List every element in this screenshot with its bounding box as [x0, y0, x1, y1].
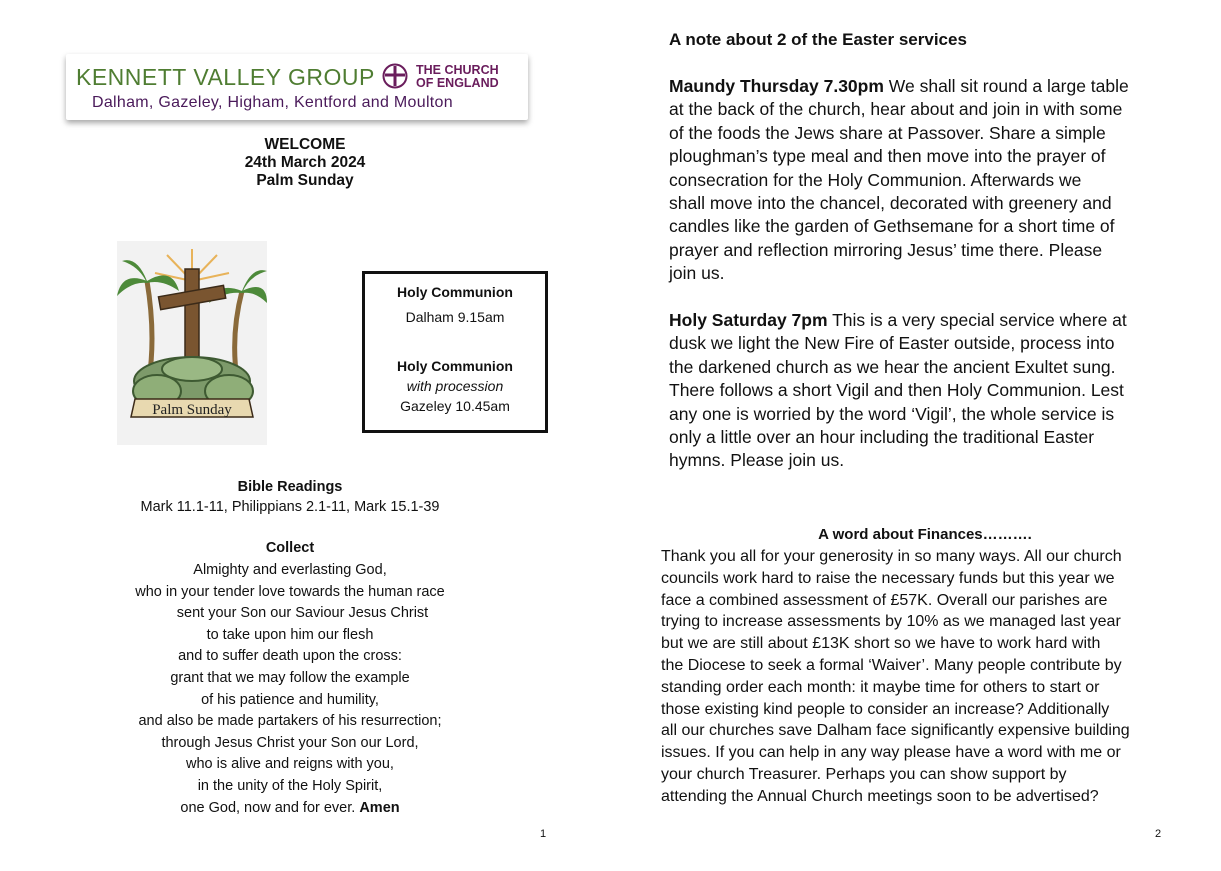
- finances-line: face a combined assessment of £57K. Overall our parishes are: [661, 591, 1108, 609]
- service1-place: Dalham 9.15am: [405, 309, 505, 325]
- maundy-line: prayer and reflection mirroring Jesus’ time there. Please: [669, 239, 1103, 260]
- service2-note: with procession: [406, 378, 504, 394]
- welcome-occasion: Palm Sunday: [256, 172, 354, 189]
- services-box: [362, 271, 548, 433]
- maundy-line: at the back of the church, hear about and join in with some: [669, 99, 1123, 120]
- logo-parishes: Dalham, Gazeley, Higham, Kentford and Moulton: [92, 94, 453, 111]
- page-number-1: 1: [540, 828, 547, 840]
- readings-text: Mark 11.1-11, Philippians 2.1-11, Mark 15.1-39: [140, 499, 440, 515]
- collect-line: who is alive and reigns with you,: [186, 756, 394, 773]
- logo-coe-line2: OF ENGLAND: [416, 76, 499, 90]
- saturday-line: the darkened church as we hear the ancient Exultet sung.: [669, 356, 1116, 377]
- saturday-paragraph: [669, 309, 1189, 473]
- finances-line: standing order each month: it maybe time for others to start or: [661, 678, 1100, 696]
- collect-line: through Jesus Christ your Son our Lord,: [161, 734, 419, 751]
- finances-line: attending the Annual Church meetings soon to be advertised?: [661, 787, 1099, 805]
- finances-line: councils work hard to raise the necessary funds but this year we: [661, 569, 1115, 587]
- finances-title: A word about Finances……….: [818, 526, 1032, 543]
- maundy-line: candles like the garden of Gethsemane for a short time of: [669, 216, 1115, 237]
- logo-coe-line1: THE CHURCH: [416, 63, 499, 77]
- palm-sunday-illustration: [117, 241, 267, 445]
- saturday-line: dusk we light the New Fire of Easter outside, process into: [669, 333, 1115, 354]
- service2-title: Holy Communion: [397, 358, 513, 374]
- finances-line: the Diocese to seek a formal ‘Waiver’. Many people contribute by: [661, 656, 1122, 674]
- finances-line: Thank you all for your generosity in so many ways. All our church: [661, 548, 1122, 565]
- saturday-line: This is a very special service where at: [827, 310, 1127, 330]
- collect-line: who in your tender love towards the human race: [135, 583, 445, 600]
- maundy-line: of the foods the Jews share at Passover. Share a simple: [669, 122, 1106, 143]
- collect-line: sent your Son our Saviour Jesus Christ: [176, 605, 429, 622]
- collect-line: and also be made partakers of his resurrection;: [138, 713, 442, 730]
- service2-place: Gazeley 10.45am: [400, 398, 510, 414]
- collect-heading: Collect: [265, 540, 315, 556]
- readings-heading: Bible Readings: [237, 479, 343, 495]
- maundy-line: shall move into the chancel, decorated with greenery and: [669, 193, 1112, 214]
- maundy-lead: Maundy Thursday 7.30pm: [669, 76, 884, 96]
- finances-line: trying to increase assessments by 10% as we managed last year: [661, 613, 1121, 631]
- collect-line: and to suffer death upon the cross:: [178, 648, 402, 665]
- collect-amen: Amen: [359, 799, 400, 816]
- saturday-line: only a little over an hour including the traditional Easter: [669, 427, 1095, 448]
- collect-line: in the unity of the Holy Spirit,: [197, 777, 383, 794]
- finances-line: but we are still about £13K short so we have to work hard with: [661, 635, 1101, 653]
- saturday-line: any one is worried by the word ‘Vigil’, the whole service is: [669, 403, 1115, 424]
- finances-line: issues. If you can help in any way please have a word with me or: [661, 744, 1121, 762]
- maundy-paragraph: [669, 75, 1189, 286]
- finances-line: those existing kind people to consider an increase? Additionally: [661, 700, 1110, 718]
- logo-coe: [416, 64, 499, 90]
- logo-group-name: KENNETT VALLEY GROUP: [76, 64, 375, 90]
- finances-paragraph: [661, 546, 1130, 808]
- maundy-line: We shall sit round a large table: [883, 76, 1129, 96]
- saturday-line: hymns. Please join us.: [669, 450, 845, 471]
- collect-line: to take upon him our flesh: [206, 626, 374, 643]
- collect-line: Almighty and everlasting God,: [193, 562, 387, 578]
- group-logo: [66, 54, 528, 120]
- easter-title: A note about 2 of the Easter services: [669, 30, 967, 49]
- welcome-block: [190, 136, 420, 190]
- collect-line-final: [60, 798, 520, 820]
- welcome-date: 24th March 2024: [244, 154, 366, 171]
- page-number-2: 2: [1155, 828, 1162, 840]
- collect-text: [60, 560, 520, 819]
- palm-banner-text: Palm Sunday: [152, 402, 232, 418]
- collect-line: grant that we may follow the example: [170, 669, 410, 686]
- collect-line: one God, now and for ever.: [180, 799, 356, 816]
- finances-line: all our churches save Dalham face significantly expensive building: [661, 722, 1130, 740]
- service1-title: Holy Communion: [397, 284, 513, 300]
- maundy-line: ploughman’s type meal and then move into the prayer of: [669, 146, 1106, 167]
- saturday-lead: Holy Saturday 7pm: [669, 310, 828, 330]
- maundy-line: join us.: [669, 263, 725, 284]
- collect-line: of his patience and humility,: [201, 691, 379, 708]
- welcome-title: WELCOME: [264, 136, 346, 153]
- saturday-line: There follows a short Vigil and then Holy Communion. Lest: [669, 380, 1124, 401]
- maundy-line: consecration for the Holy Communion. Afterwards we: [669, 169, 1082, 190]
- finances-line: your church Treasurer. Perhaps you can show support by: [661, 765, 1067, 783]
- church-cross-icon: [382, 63, 408, 89]
